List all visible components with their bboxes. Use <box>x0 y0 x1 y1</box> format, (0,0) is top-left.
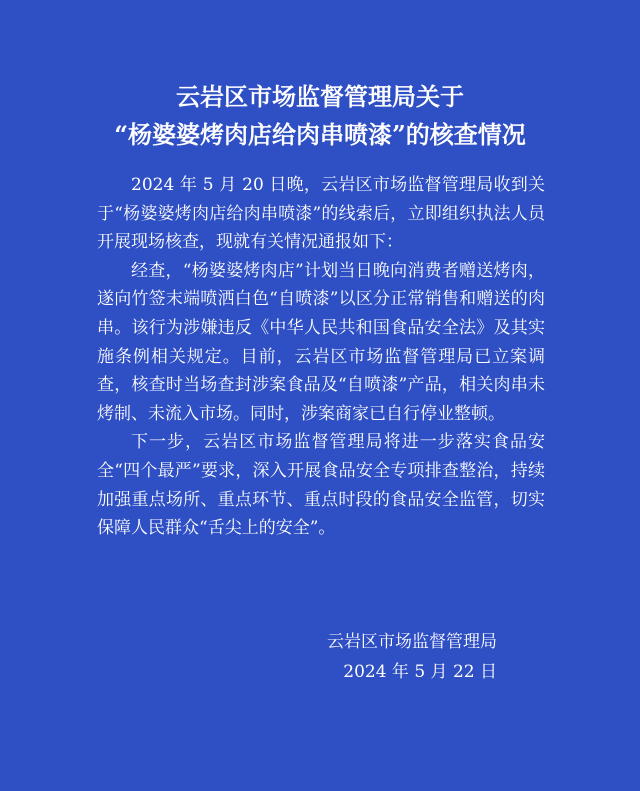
title-line-1: 云岩区市场监督管理局关于 <box>176 82 464 111</box>
signature-block <box>297 627 497 687</box>
paragraph-1: 2024 年 5 月 20 日晚，云岩区市场监督管理局收到关于“杨婆婆烤肉店给肉串喷漆”的线索后，立即组织执法人员开展现场核查，现就有关情况通报如下： <box>97 175 545 253</box>
signature-date: 2024 年 5 月 22 日 <box>343 662 497 682</box>
signature-org: 云岩区市场监督管理局 <box>327 632 497 652</box>
paragraph-3: 下一步，云岩区市场监督管理局将进一步落实食品安全“四个最严”要求，深入开展食品安全专项排查整治，持续加强重点场所、重点环节、重点时段的食品安全监管，切实保障人民群众“舌尖上的安全”。 <box>97 432 545 539</box>
notice-body <box>97 171 545 543</box>
title-line-2: “杨婆婆烤肉店给肉串喷漆”的核查情况 <box>114 120 526 149</box>
paragraph-2: 经查，“杨婆婆烤肉店”计划当日晚向消费者赠送烤肉，遂向竹签末端喷洒白色“自喷漆”以区分正常销售和赠送的肉串。该行为涉嫌违反《中华人民共和国食品安全法》及其实施条例相关规定。目前，云岩区市场监督管理局已立案调查，核查时当场查封涉案食品及“自喷漆”产品，相关肉串未烤制、未流入市场。同时，涉案商家已自行停业整顿。 <box>97 260 545 424</box>
notice-title <box>0 78 640 154</box>
